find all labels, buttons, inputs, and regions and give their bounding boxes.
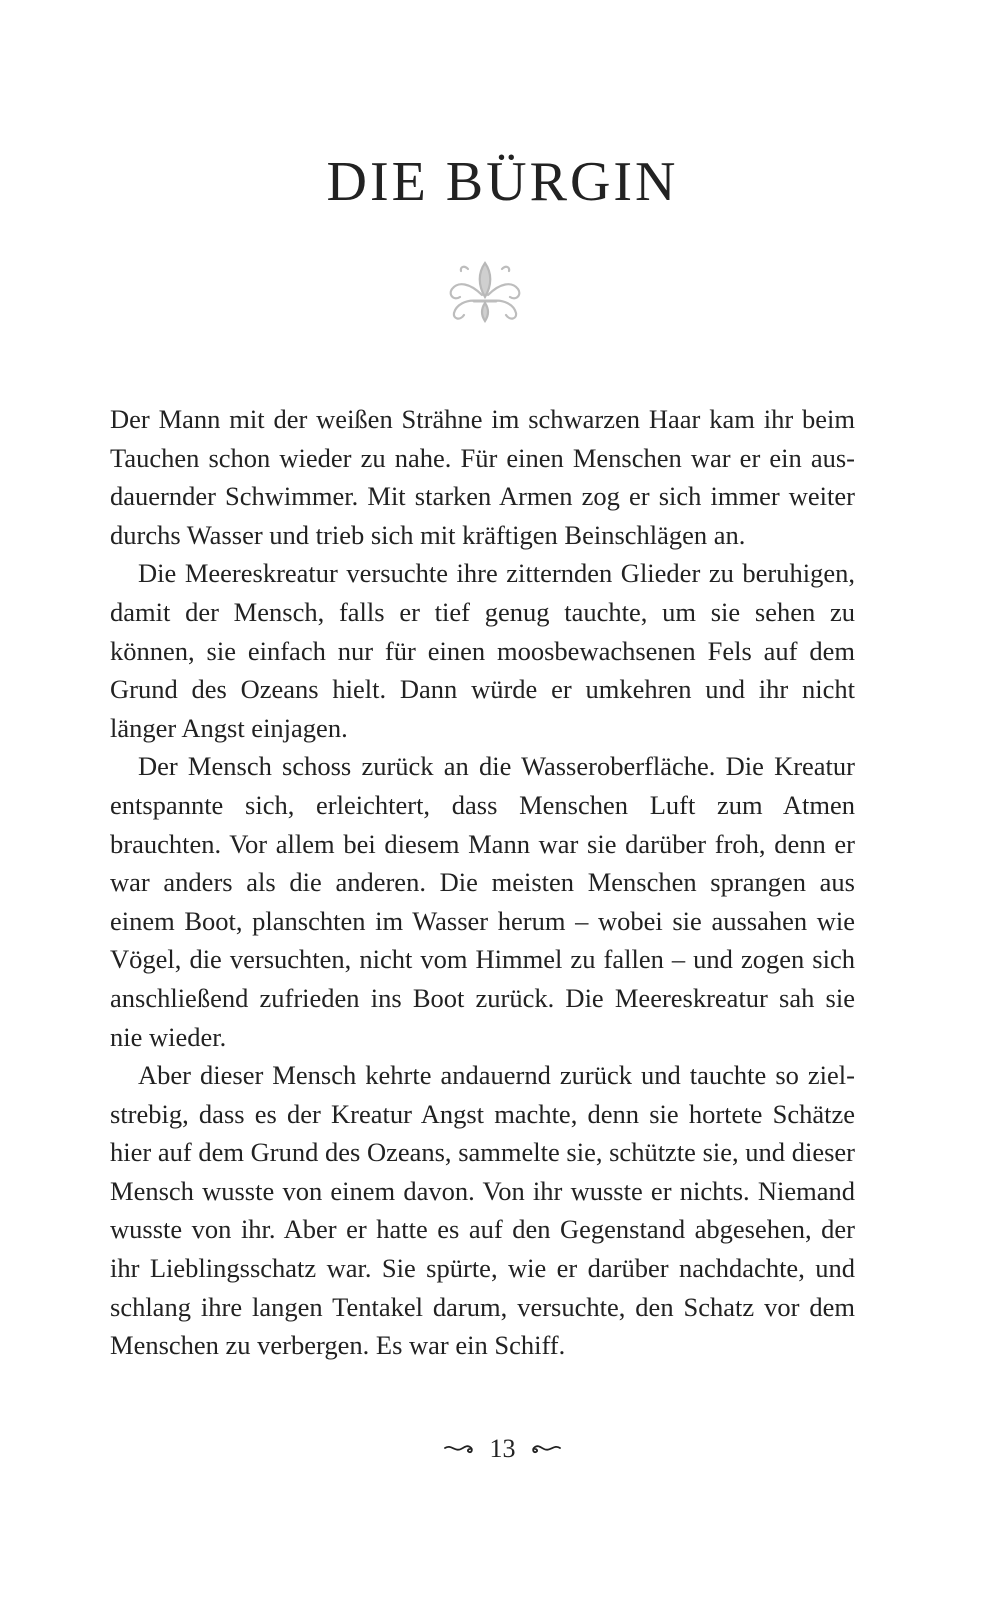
paragraph-2: Die Meereskreatur versuchte ihre zitternden Glieder zu beruhigen, damit der Mensch, falls er tief genug tauchte, um sie sehen zu können, sie einfach nur für einen moosbewachsenen Fels auf dem Grund des Ozeans hielt. Dann würde er umkehren und ihr nicht länger Angst einjagen. — [110, 558, 855, 743]
chapter-title: DIE BÜRGIN — [326, 151, 679, 213]
paragraph-4: Aber dieser Mensch kehrte andauernd zurück und tauchte so zielstrebig, dass es der Kreatur Angst machte, denn sie hortete Schätze hier auf dem Grund des Ozeans, sammelte sie, schützte sie, und dieser Mensch wusste von einem davon. Von ihr wusste er nichts. Niemand wusste von ihr. Aber er hatte es auf den Gegenstand abgesehen, der ihr Lieblingsschatz war. Sie spürte, wie er darüber nachdachte, und schlang ihre langen Tentakel darum, versuchte, den Schatz vor dem Menschen zu verbergen. Es war ein Schiff. — [110, 1060, 855, 1361]
paragraph-3: Der Mensch schoss zurück an die Wasseroberfläche. Die Kreatur entspannte sich, erleichtert, dass Menschen Luft zum Atmen brauchten. Vor allem bei diesem Mann war sie darüber froh, denn er war anders als die anderen. Die meisten Menschen sprangen aus einem Boot, planschten im Wasser herum – wobei sie aussahen wie Vögel, die versuchten, nicht vom Himmel zu fallen – und zogen sich anschließend zufrieden ins Boot zurück. Die Meereskreatur sah sie nie wieder. — [110, 751, 855, 1052]
body-text — [110, 400, 855, 1365]
paragraph-1: Der Mann mit der weißen Strähne im schwarzen Haar kam ihr beim Tauchen schon wieder zu nahe. Für einen Menschen war er ein ausdauernder Schwimmer. Mit starken Armen zog er sich immer weiter durchs Wasser und trieb sich mit kräftigen Beinschlägen an. — [110, 404, 855, 550]
fleur-de-lis-ornament-icon — [440, 255, 530, 325]
swash-right-icon — [528, 1442, 562, 1456]
page-number: 13 — [489, 1434, 516, 1464]
swash-left-icon — [443, 1442, 477, 1456]
page-footer — [0, 1432, 1005, 1464]
